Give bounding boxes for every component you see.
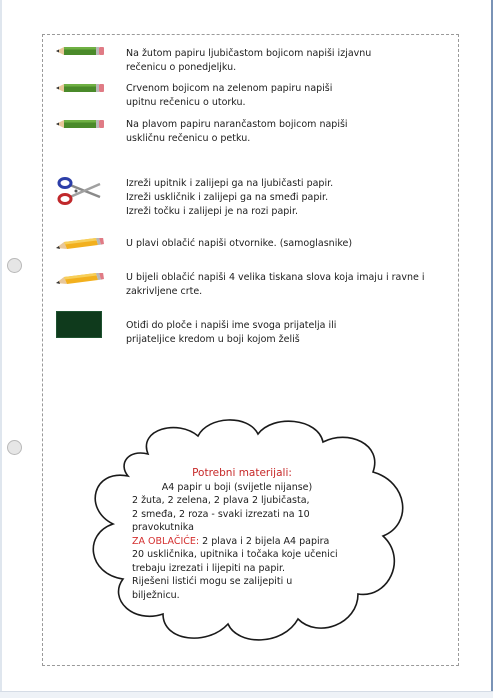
task-text-2: Crvenom bojicom na zelenom papiru napiši upitnu rečenicu o utorku.	[126, 83, 333, 108]
task-text-5: U plavi oblačić napiši otvornike. (samoglasnike)	[126, 238, 353, 249]
materials-title: Potrebni materijali:	[192, 467, 292, 479]
materials-text	[132, 467, 342, 602]
punch-hole-bottom	[7, 440, 22, 455]
task-text-7: Otiđi do ploče i napiši ime svoga prijatelja ili prijateljice kredom u boji kojom želiš	[126, 320, 337, 345]
clouds-text: 2 plava i 2 bijela A4 papira	[199, 535, 330, 547]
yellow-pencil-icon	[56, 273, 104, 287]
green-pencil-icon	[56, 82, 104, 94]
materials-line-2: 2 žuta, 2 zelena, 2 plava 2 ljubičasta,	[132, 495, 310, 506]
task-text-6: U bijeli oblačić napiši 4 velika tiskana slova koja imaju i ravne i zakrivljene crte.	[126, 272, 425, 297]
bottom-scroll-strip	[0, 691, 493, 698]
materials-line-5	[132, 535, 342, 549]
materials-line-8: Riješeni listići mogu se zalijepiti u bilježnicu.	[132, 576, 293, 601]
green-pencil-icon	[56, 118, 104, 130]
chalkboard-icon	[56, 311, 102, 338]
materials-line-7: trebaju izrezati i lijepiti na papir.	[132, 562, 286, 574]
green-pencil-icon	[56, 45, 104, 57]
materials-line-4: pravokutnika	[132, 522, 194, 533]
materials-line-1: A4 papir u boji (svijetle nijanse)	[161, 481, 313, 493]
page-left-edge	[0, 0, 2, 698]
task-text-3: Na plavom papiru narančastom bojicom napiši uskličnu rečenicu o petku.	[126, 119, 348, 144]
punch-hole-top	[7, 258, 22, 273]
materials-line-6: 20 uskličnika, upitnika i točaka koje učenici	[132, 549, 338, 560]
scissors-icon	[56, 175, 102, 207]
task-text-1: Na žutom papiru ljubičastom bojicom napiši izjavnu rečenicu o ponedjeljku.	[126, 48, 372, 73]
materials-line-3: 2 smeđa, 2 roza - svaki izrezati na 10	[132, 508, 310, 520]
task-text-4: Izreži upitnik i zalijepi ga na ljubičasti papir. Izreži uskličnik i zalijepi ga na smeđi papir. Izreži točku i zalijepi je na rozi papir.	[126, 178, 334, 217]
clouds-label: ZA OBLAČIĆE:	[132, 535, 200, 547]
yellow-pencil-icon	[56, 238, 104, 252]
